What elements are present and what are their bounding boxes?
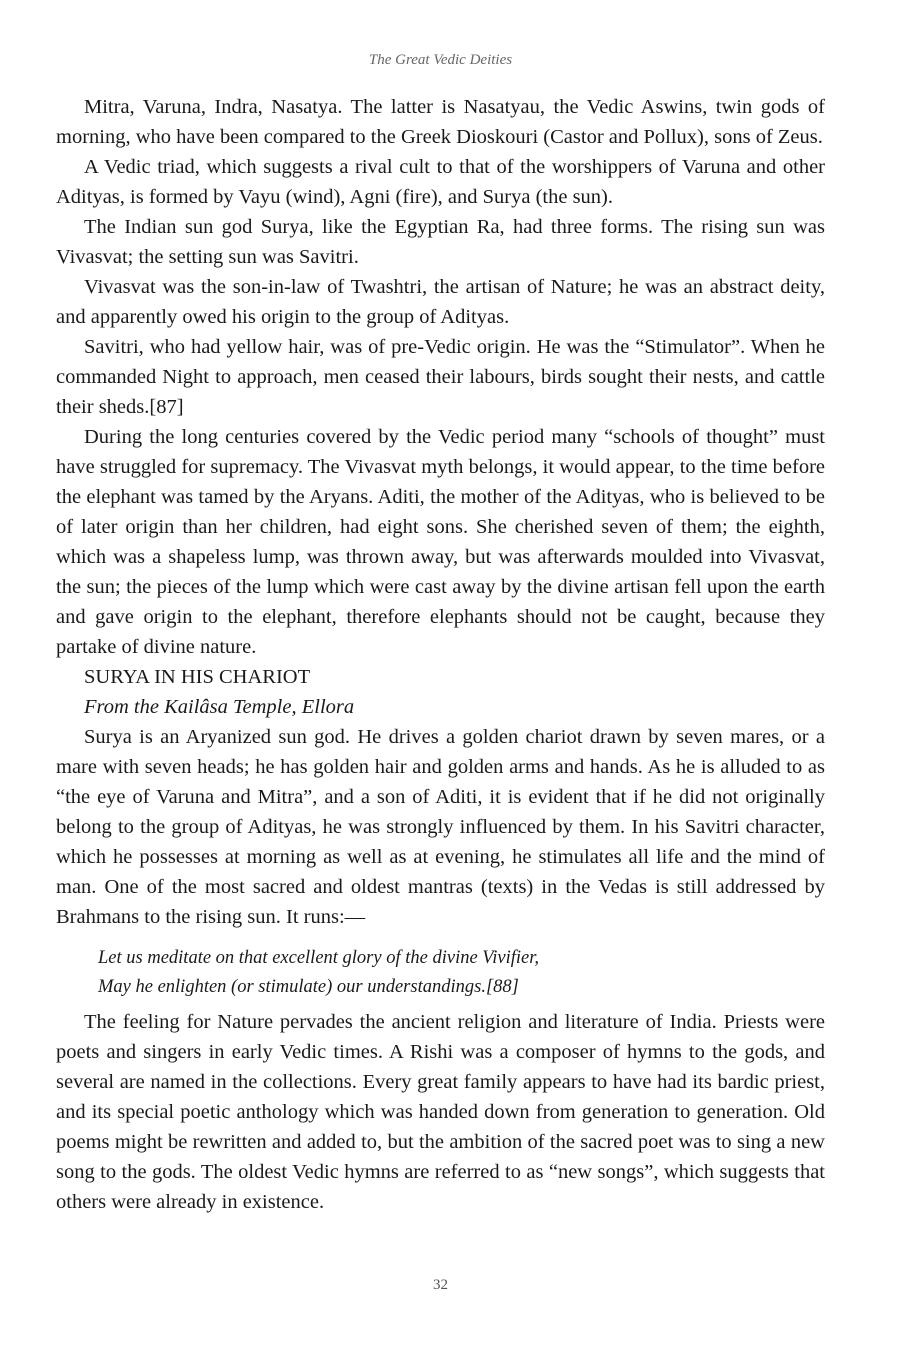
mantra-line-2: May he enlighten (or stimulate) our understandings.[88] [98, 976, 519, 997]
paragraph-surya-forms: The Indian sun god Surya, like the Egyptian Ra, had three forms. The rising sun was Vivasvat; the setting sun was Savitri. [56, 216, 825, 268]
paragraph-feeling-for-nature: The feeling for Nature pervades the ancient religion and literature of India. Priests were poets and singers in early Vedic times. A Rishi was a composer of hymns to the gods, and several are named in the collections. Every great family appears to have had its bardic priest, and its special poetic anthology which was handed down from generation to generation. Old poems might be rewritten and added to, but the ambition of the sacred poet was to sing a new song to the gods. The oldest Vedic hymns are referred to as “new songs”, which suggests that others were already in existence. [56, 1011, 825, 1213]
mantra-line-1: Let us meditate on that excellent glory of the divine Vivifier, [98, 948, 539, 968]
paragraph-vedic-deities-list: Mitra, Varuna, Indra, Nasatya. The latter is Nasatyau, the Vedic Aswins, twin gods of morning, who have been compared to the Greek Dioskouri (Castor and Pollux), sons of Zeus. [56, 96, 825, 148]
page-number: 32 [433, 1277, 448, 1293]
paragraph-vedic-triad: A Vedic triad, which suggests a rival cult to that of the worshippers of Varuna and other Adityas, is formed by Vayu (wind), Agni (fire), and Surya (the sun). [56, 156, 825, 208]
running-header: The Great Vedic Deities [368, 52, 513, 68]
paragraph-schools-of-thought: During the long centuries covered by the Vedic period many “schools of thought” must have struggled for supremacy. The Vivasvat myth belongs, it would appear, to the time before the elephant was tamed by the Aryans. Aditi, the mother of the Adityas, who is believed to be of later origin than her children, had eight sons. She cherished seven of them; the eighth, which was a shapeless lump, was thrown away, but was afterwards moulded into Vivasvat, the sun; the pieces of the lump which were cast away by the divine artisan fell upon the earth and gave origin to the elephant, therefore elephants should not be caught, because they partake of divine nature. [56, 426, 825, 658]
mantra-quote [56, 944, 825, 1001]
paragraph-vivasvat: Vivasvat was the son-in-law of Twashtri, the artisan of Nature; he was an abstract deity, and apparently owed his origin to the group of Adityas. [56, 276, 825, 328]
book-page [56, 0, 825, 1350]
page-body [56, 92, 825, 1217]
illustration-caption-title: SURYA IN HIS CHARIOT [84, 666, 311, 688]
paragraph-aryanized-sun-god: Surya is an Aryanized sun god. He drives a golden chariot drawn by seven mares, or a mare with seven heads; he has golden hair and golden arms and hands. As he is alluded to as “the eye of Varuna and Mitra”, and a son of Aditi, it is evident that if he did not originally belong to the group of Adityas, he was strongly influenced by them. In his Savitri character, which he possesses at morning as well as at evening, he stimulates all life and the mind of man. One of the most sacred and oldest mantras (texts) in the Vedas is still addressed by Brahmans to the rising sun. It runs:— [56, 726, 825, 928]
illustration-caption-source: From the Kailâsa Temple, Ellora [84, 696, 355, 718]
paragraph-savitri: Savitri, who had yellow hair, was of pre-Vedic origin. He was the “Stimulator”. When he commanded Night to approach, men ceased their labours, birds sought their nests, and cattle their sheds.[87] [56, 336, 825, 418]
